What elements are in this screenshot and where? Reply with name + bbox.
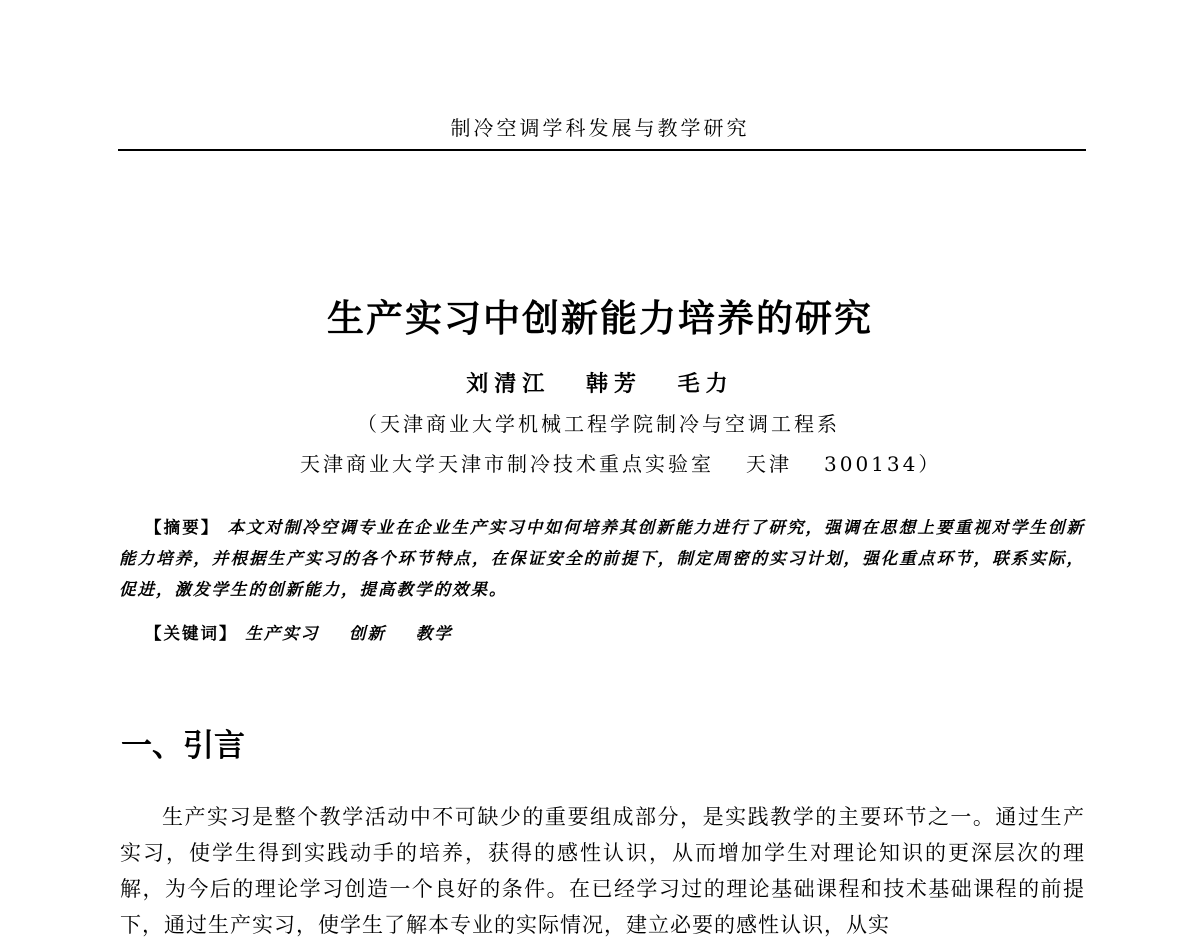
- abstract-label: 【摘要】: [145, 518, 220, 537]
- paper-title: 生产实习中创新能力培养的研究: [327, 297, 873, 340]
- body-paragraph: 生产实习是整个教学活动中不可缺少的重要组成部分，是实践教学的主要环节之一。通过生产实习，使学生得到实践动手的培养，获得的感性认识，从而增加学生对理论知识的更深层次的理解，为今后的理论学习创造一个良好的条件。在已经学习过的理论基础课程和技术基础课程的前提下，通过生产实习，使学生了解本专业的实际情况，建立必要的感性认识，从实: [120, 805, 1085, 937]
- affiliation-org: 天津商业大学天津市制冷技术重点实验室: [300, 452, 714, 476]
- keywords: [145, 620, 475, 644]
- keyword: 生产实习: [245, 624, 320, 643]
- abstract: [119, 512, 1085, 605]
- author-list: [0, 367, 1200, 398]
- affiliation-city: 天津: [746, 452, 792, 476]
- author-name: 韩芳: [585, 371, 642, 397]
- affiliation-line-2: [300, 448, 941, 477]
- affiliation-line-1: （天津商业大学机械工程学院制冷与空调工程系: [357, 412, 840, 436]
- keywords-label: 【关键词】: [145, 624, 238, 643]
- abstract-text: 本文对制冷空调专业在企业生产实习中如何培养其创新能力进行了研究，强调在思想上要重视对学生创新能力培养，并根据生产实习的各个环节特点，在保证安全的前提下，制定周密的实习计划，强化重点环节，联系实际，促进，激发学生的创新能力，提高教学的效果。: [119, 518, 1086, 599]
- keyword: 教学: [415, 624, 453, 643]
- running-header: 制冷空调学科发展与教学研究: [450, 116, 750, 140]
- author-name: 毛力: [677, 371, 734, 397]
- author-name: 刘清江: [466, 371, 551, 397]
- affiliation-postcode: 300134）: [824, 452, 942, 476]
- section-heading: 一、引言: [121, 728, 245, 764]
- header-rule: [118, 149, 1086, 151]
- keyword: 创新: [349, 624, 386, 643]
